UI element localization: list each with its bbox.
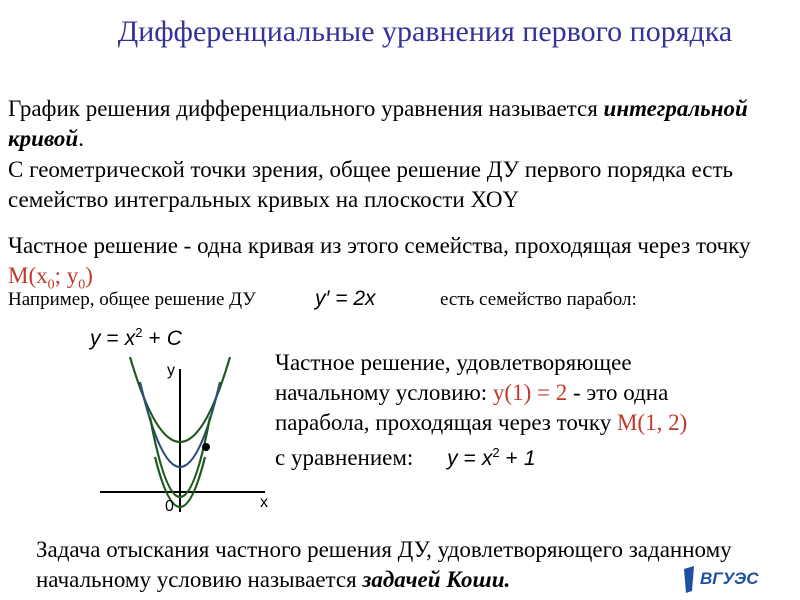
particular-equation: $y = x^2 + 1$ [447,445,536,470]
particular-line-2: начальному условию: y(1) = 2 - это одна [275,380,669,405]
x-axis-label: x [260,494,268,511]
example-suffix: есть семейство парабол: [440,289,637,310]
particular-line-1: Частное решение, удовлетворяющее [275,350,632,375]
integral-curve-text: График решения дифференциального уравнения называется [8,96,598,121]
origin-label: 0 [165,498,174,515]
point-m0: $M(x_0$; $y_0$) [8,263,93,293]
cauchy-text: Задача отыскания частного решения ДУ, удовлетворяющего заданному начальному условию называется [36,537,732,592]
particular-solution-description [275,348,785,474]
point-m-marker [202,443,210,451]
slide-title: Дифференциальные уравнения первого порядка [117,15,733,48]
parabola-family-graph [95,357,275,517]
particular-line-4: с уравнением: $y = x^2 + 1$ [275,445,536,470]
particular-solution-text: Частное решение - одна кривая из этого семейства, проходящая через точку [8,233,751,258]
general-solution-formula: $y = x^2 + C$ [90,325,182,350]
cauchy-problem-paragraph [36,535,736,595]
paragraph-geometric-meaning: С геометрической точки зрения, общее решение ДУ первого порядка есть семейство интегральных кривых на плоскости ХОY [8,157,733,212]
paragraph-integral-curve [8,94,788,154]
logo-text: ВГУЭС [700,569,759,588]
particular-line-3: парабола, проходящая через точку M(1, 2) [275,410,688,435]
university-logo [680,563,780,595]
cauchy-term: задачей Коши. [362,567,511,592]
example-equation: y′ = 2x [315,287,376,310]
initial-condition: y(1) = 2 [492,380,568,405]
y-axis-label: y [167,362,175,379]
example-prefix: Например, общее решение ДУ [8,289,256,310]
point-m-1-2: M(1, 2) [616,410,688,435]
integral-curve-term: интегральной кривой [8,96,748,151]
integral-curve-end: . [78,126,84,151]
logo-mark-icon [684,566,694,593]
